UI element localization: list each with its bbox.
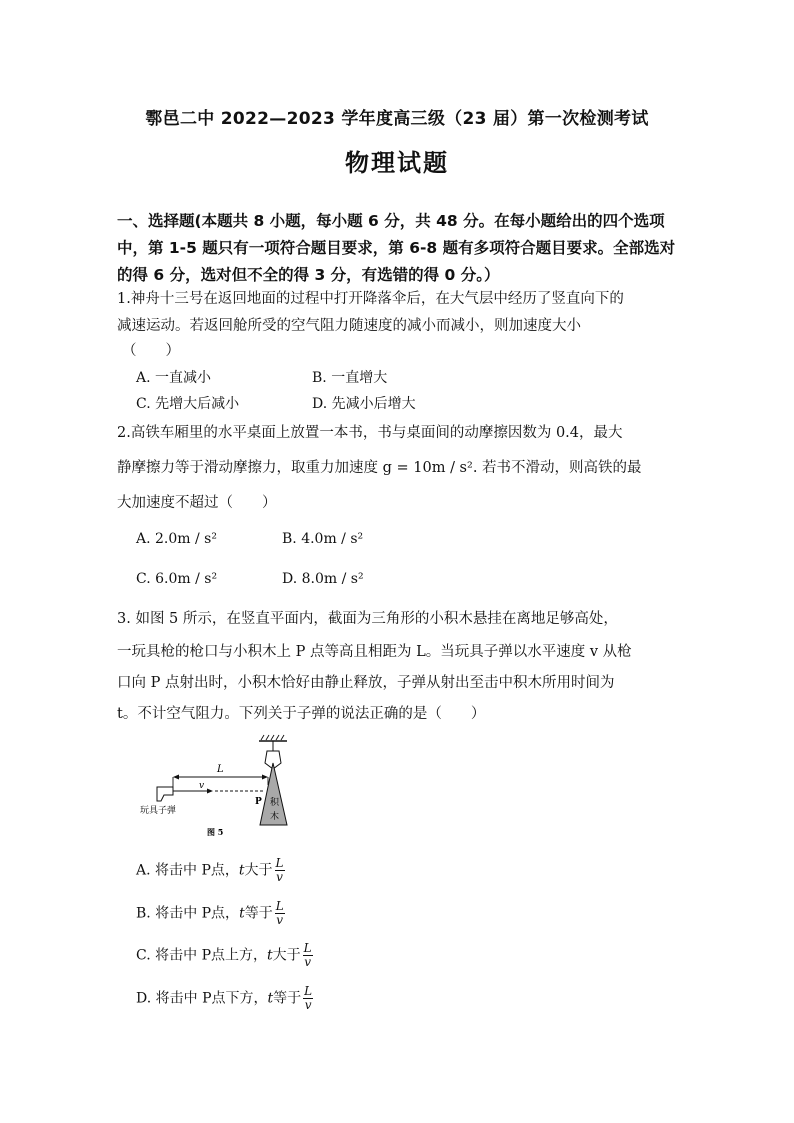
q3-option-b-prefix: B. 将击中 P点， [136,905,240,922]
q3-option-d-fraction [303,985,313,1012]
q3-option-c-den: v [304,955,311,969]
dim-arrow-right [262,775,268,780]
q1-line2: 减速运动。若返回舱所受的空气阻力随速度的减小而减小，则加速度大小 [117,318,581,334]
q3-option-a [136,857,285,884]
q3-option-a-num: L [275,856,284,870]
q3-option-c-t: t [266,947,273,964]
q3-option-d-num: L [304,984,313,998]
q3-option-c-prefix: C. 将击中 P点上方， [136,947,267,964]
q3-option-a-relation: 大于 [244,862,273,879]
dim-arrow-left [173,775,179,780]
q2-option-b: B. 4.0m / s² [282,531,364,547]
q3-option-c [136,942,313,969]
q3-option-b [136,900,285,927]
q3-option-b-t: t [239,905,245,922]
q2-line2: 静摩擦力等于滑动摩擦力，取重力加速度 g = 10m / s². 若书不滑动，则高铁的最 [117,460,642,476]
q1-option-c: C. 先增大后减小 [136,396,240,412]
q3-line1: 3. 如图 5 所示，在竖直平面内，截面为三角形的小积木悬挂在离地足够高处， [117,611,618,627]
label-L: L [217,764,224,775]
block-text-2: 木 [270,812,280,822]
toy-gun [157,787,173,801]
velocity-arrowhead [207,789,213,794]
exam-title: 鄠邑二中 2022—2023 学年度高三级（23 届）第一次检测考试 [145,109,649,129]
q2-option-a: A. 2.0m / s² [136,531,217,547]
q3-option-a-prefix: A. 将击中 P点， [136,862,239,879]
block-text-1: 积 [270,798,280,808]
section-instructions: 一、选择题(本题共 8 小题，每小题 6 分，共 48 分。在每小题给出的四个选项中，第 1-5 题只有一项符合题目要求，第 6-8 题有多项符合题目要求。全部选对的得 6 分，选对但不全的得 3 分，有选错的得 0 分。） [117,212,676,284]
q3-option-b-fraction [275,900,285,927]
q3-option-d-relation: 等于 [273,990,302,1007]
q3-option-b-relation: 等于 [244,905,273,922]
q3-option-b-num: L [275,899,284,913]
q1-option-a: A. 一直减小 [136,370,212,386]
q1-option-b: B. 一直增大 [312,370,388,386]
q3-option-b-den: v [276,913,284,927]
q2-line1: 2.高铁车厢里的水平桌面上放置一本书，书与桌面间的动摩擦因数为 0.4，最大 [117,425,623,441]
ceiling-hatch [261,735,284,740]
q3-option-c-relation: 大于 [272,947,301,964]
q3-option-a-den: v [276,870,283,884]
q1-option-d: D. 先减小后增大 [312,396,416,412]
q3-line4: t。不计空气阻力。下列关于子弹的说法正确的是（ ） [117,706,486,722]
q1-blank: （ ） [122,343,180,359]
q2-option-d: D. 8.0m / s² [282,571,364,587]
q3-option-c-num: L [303,941,312,955]
label-v: v [199,781,205,791]
q3-option-d-t: t [267,990,274,1007]
q2-line3: 大加速度不超过（ ） [117,495,277,511]
q3-option-a-fraction [275,857,285,884]
subject-title: 物理试题 [345,149,449,177]
q2-option-c: C. 6.0m / s² [136,571,218,587]
q3-option-a-t: t [238,862,245,879]
q3-line2: 一玩具枪的枪口与小积木上 P 点等高且相距为 L。当玩具子弹以水平速度 v 从枪 [117,644,632,660]
figure-caption: 图 5 [207,827,224,837]
q3-option-d-den: v [304,998,312,1012]
q3-option-c-fraction [303,942,313,969]
q3-line3: 口向 P 点射出时，小积木恰好由静止释放，子弹从射出至击中积木所用时间为 [117,675,615,691]
q1-line1: 1.神舟十三号在返回地面的过程中打开降落伞后，在大气层中经历了竖直向下的 [117,291,624,307]
figure-5 [135,733,315,843]
q3-option-d-prefix: D. 将击中 P点下方， [136,990,268,1007]
label-P: P [255,797,262,807]
gun-label: 玩具子弹 [140,806,177,816]
q3-option-d [136,985,313,1012]
